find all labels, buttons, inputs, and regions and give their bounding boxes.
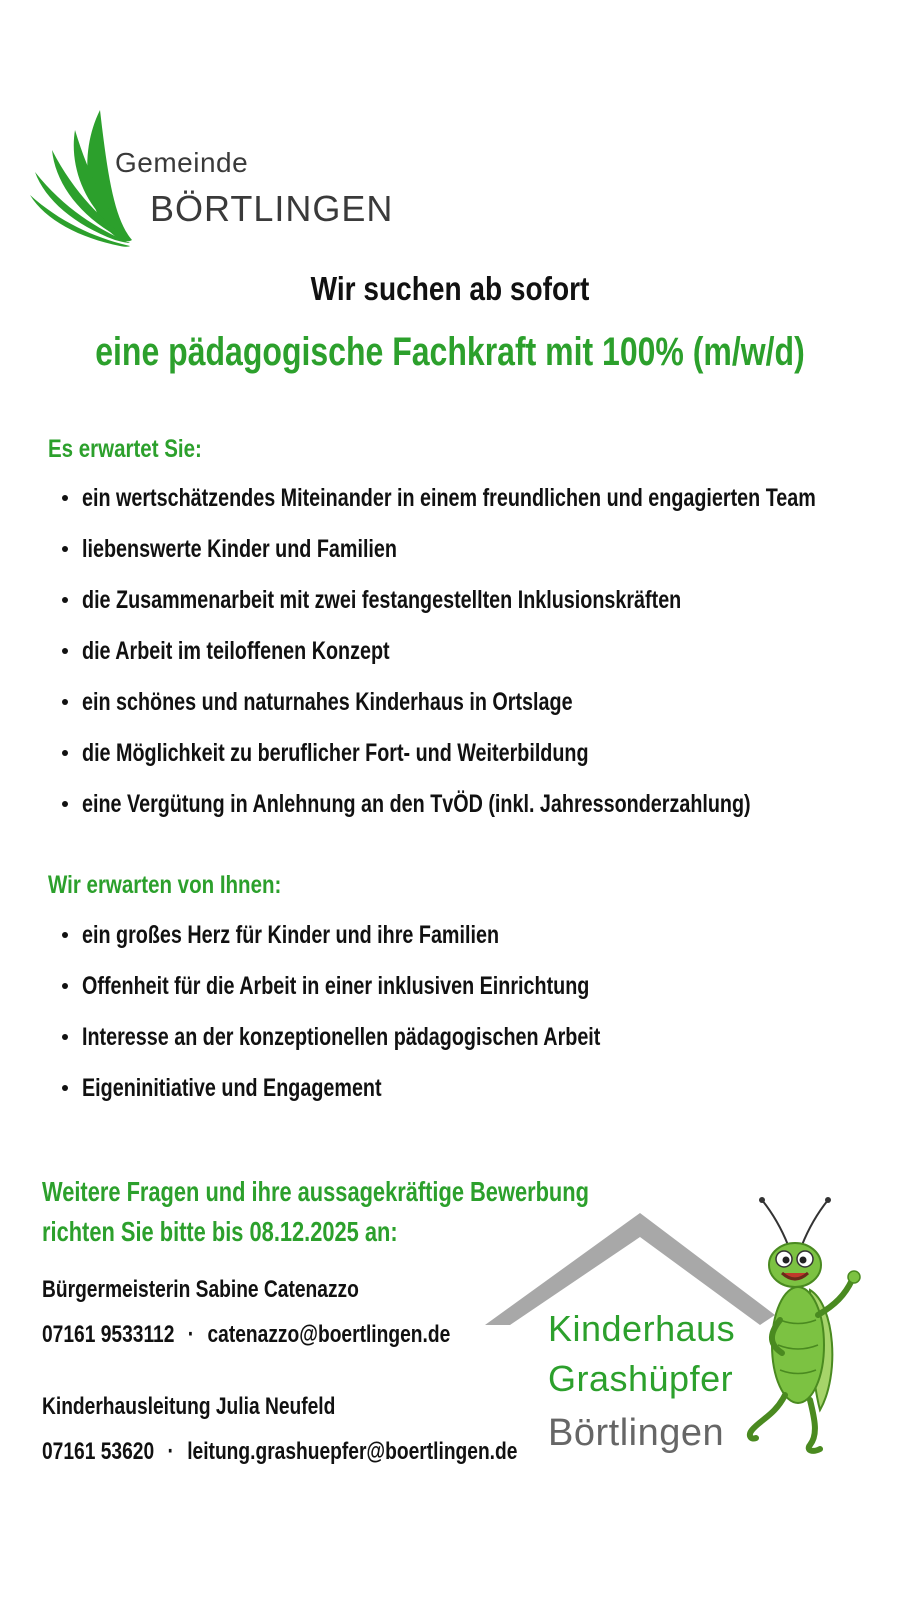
- list-item: Offenheit für die Arbeit in einer inklusiven Einrichtung: [50, 961, 738, 1012]
- bullet-icon: [62, 546, 68, 552]
- contact-phone[interactable]: 07161 9533112: [42, 1321, 175, 1348]
- list-item: Eigeninitiative und Engagement: [50, 1063, 738, 1114]
- grasshopper-mascot-icon: [740, 1195, 870, 1460]
- bullet-icon: [62, 699, 68, 705]
- kinderhaus-logo-line3: Börtlingen: [548, 1412, 725, 1454]
- list-item: die Arbeit im teiloffenen Konzept: [50, 626, 900, 677]
- requirements-list: [50, 910, 738, 1114]
- list-item: eine Vergütung in Anlehnung an den TvÖD (inkl. Jahressonderzahlung): [50, 779, 900, 830]
- bullet-icon: [62, 1085, 68, 1091]
- list-item: die Zusammenarbeit mit zwei festangestellten Inklusionskräften: [50, 575, 900, 626]
- list-item: ein wertschätzendes Miteinander in einem freundlichen und engagierten Team: [50, 473, 900, 524]
- list-item: die Möglichkeit zu beruflicher Fort- und Weiterbildung: [50, 728, 900, 779]
- contact-details: [42, 1438, 517, 1466]
- bullet-icon: [62, 495, 68, 501]
- kinderhaus-logo-line1: Kinderhaus: [548, 1308, 736, 1349]
- contact-phone[interactable]: 07161 53620: [42, 1438, 155, 1465]
- contact-details: [42, 1321, 450, 1349]
- kinderhaus-logo-line2: Grashüpfer: [548, 1358, 734, 1399]
- requirements-heading: Wir erwarten von Ihnen:: [48, 871, 282, 899]
- bullet-icon: [62, 750, 68, 756]
- separator-dot: ·: [167, 1438, 174, 1465]
- separator-dot: ·: [187, 1321, 195, 1348]
- list-item: ein großes Herz für Kinder und ihre Familien: [50, 910, 738, 961]
- logo-municipality-label: Gemeinde: [115, 147, 249, 178]
- offer-list: [50, 473, 900, 830]
- page-headline: Wir suchen ab sofort: [310, 270, 590, 307]
- green-wing-icon: [30, 110, 140, 250]
- apply-instructions-line2: richten Sie bitte bis 08.12.2025 an:: [42, 1216, 398, 1247]
- bullet-icon: [62, 932, 68, 938]
- bullet-icon: [62, 983, 68, 989]
- contact-name: Kinderhausleitung Julia Neufeld: [42, 1393, 336, 1420]
- apply-instructions-line1: Weitere Fragen und ihre aussagekräftige Bewerbung: [42, 1176, 589, 1207]
- list-item: Interesse an der konzeptionellen pädagogischen Arbeit: [50, 1012, 738, 1063]
- contact-email-link[interactable]: catenazzo@boertlingen.de: [207, 1321, 451, 1348]
- offer-heading: Es erwartet Sie:: [48, 435, 202, 463]
- bullet-icon: [62, 648, 68, 654]
- list-item: liebenswerte Kinder und Familien: [50, 524, 900, 575]
- logo-municipality-name: BÖRTLINGEN: [150, 188, 394, 229]
- contact-name: Bürgermeisterin Sabine Catenazzo: [42, 1276, 359, 1303]
- bullet-icon: [62, 801, 68, 807]
- contact-email-link[interactable]: leitung.grashuepfer@boertlingen.de: [187, 1438, 518, 1465]
- position-title: eine pädagogische Fachkraft mit 100% (m/w/d): [95, 330, 805, 374]
- bullet-icon: [62, 1034, 68, 1040]
- bullet-icon: [62, 597, 68, 603]
- list-item: ein schönes und naturnahes Kinderhaus in Ortslage: [50, 677, 900, 728]
